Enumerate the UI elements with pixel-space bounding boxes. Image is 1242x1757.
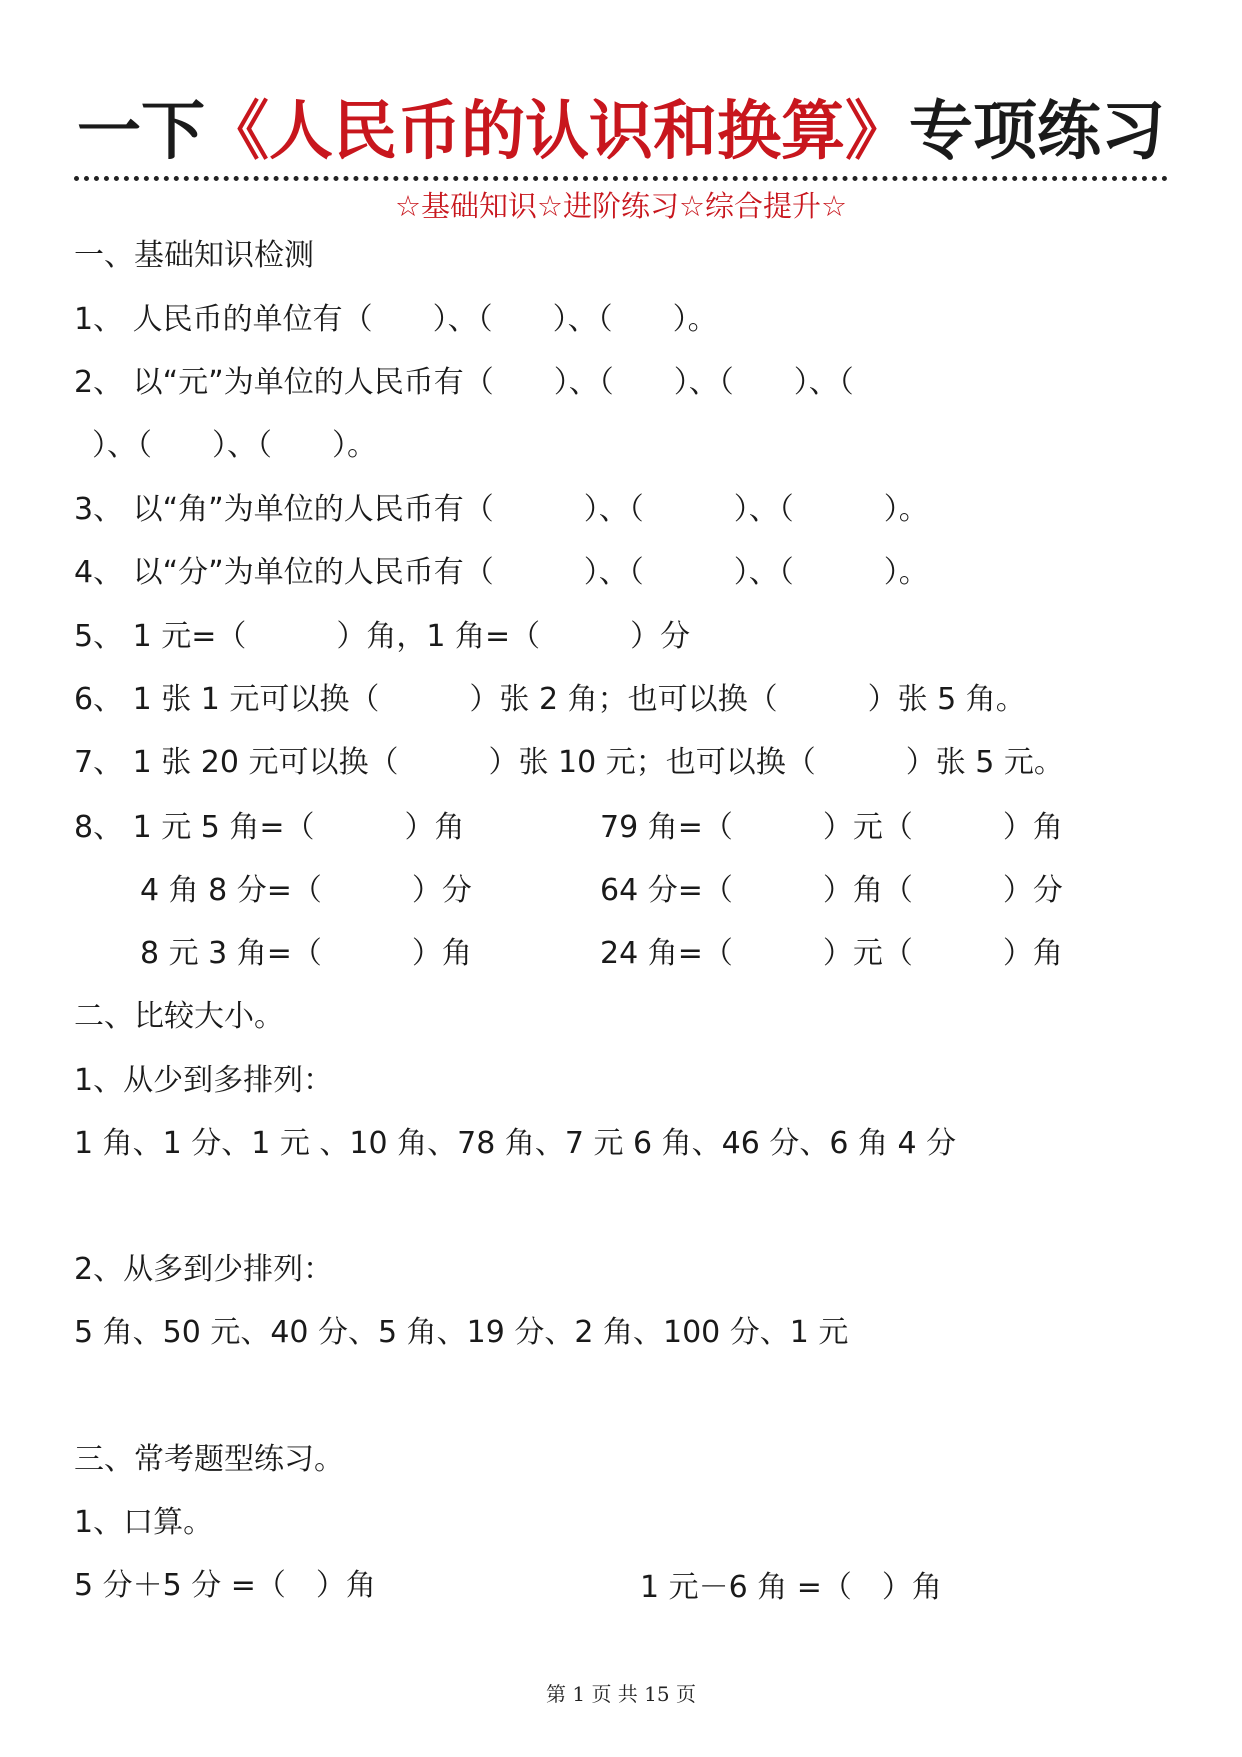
question-8-left-3: 8 元 3 角=（ ）角 [140, 936, 472, 971]
title-prefix: 一下 [77, 95, 205, 169]
title-highlight: 《人民币的认识和换算》 [205, 95, 909, 169]
sort-descending-label: 2、从多到少排列： [74, 1252, 334, 1287]
question-7: 7、 1 张 20 元可以换（ ）张 10 元；也可以换（ ）张 5 元。 [74, 745, 1064, 780]
section1-heading: 一、基础知识检测 [74, 238, 314, 273]
question-8-right-2: 64 分=（ ）角（ ）分 [600, 873, 1063, 908]
question-8-left-2: 4 角 8 分=（ ）分 [140, 873, 472, 908]
question-5: 5、 1 元=（ ）角，1 角=（ ）分 [74, 619, 691, 654]
sort-ascending-label: 1、从少到多排列： [74, 1063, 334, 1098]
section2-heading: 二、比较大小。 [74, 999, 284, 1034]
question-2-line1: 2、 以“元”为单位的人民币有（ ）、（ ）、（ ）、（ [74, 365, 854, 400]
mental-math-left: 5 分＋5 分 =（ ）角 [74, 1568, 376, 1603]
dotted-divider [74, 176, 1168, 181]
sort-descending-list: 5 角、50 元、40 分、5 角、19 分、2 角、100 分、1 元 [74, 1315, 849, 1350]
page-title [0, 92, 1242, 172]
question-3: 3、 以“角”为单位的人民币有（ ）、（ ）、（ ）。 [74, 492, 929, 527]
sort-ascending-list: 1 角、1 分、1 元 、10 角、78 角、7 元 6 角、46 分、6 角 4 分 [74, 1126, 957, 1161]
mental-math-right: 1 元－6 角 =（ ）角 [640, 1570, 942, 1605]
question-2-line2: ）、（ ）、（ ）。 [92, 428, 377, 463]
section3-heading: 三、常考题型练习。 [74, 1442, 344, 1477]
question-8-left-1: 8、 1 元 5 角=（ ）角 [74, 810, 465, 845]
question-8-right-1: 79 角=（ ）元（ ）角 [600, 810, 1063, 845]
question-4: 4、 以“分”为单位的人民币有（ ）、（ ）、（ ）。 [74, 555, 929, 590]
title-suffix: 专项练习 [909, 95, 1165, 169]
question-6: 6、 1 张 1 元可以换（ ）张 2 角；也可以换（ ）张 5 角。 [74, 682, 1026, 717]
subtitle: ☆基础知识☆进阶练习☆综合提升☆ [395, 189, 847, 223]
page-footer: 第 1 页 共 15 页 [546, 1682, 696, 1706]
mental-math-label: 1、口算。 [74, 1505, 214, 1540]
question-1: 1、 人民币的单位有（ ）、（ ）、（ ）。 [74, 302, 718, 337]
question-8-right-3: 24 角=（ ）元（ ）角 [600, 936, 1063, 971]
